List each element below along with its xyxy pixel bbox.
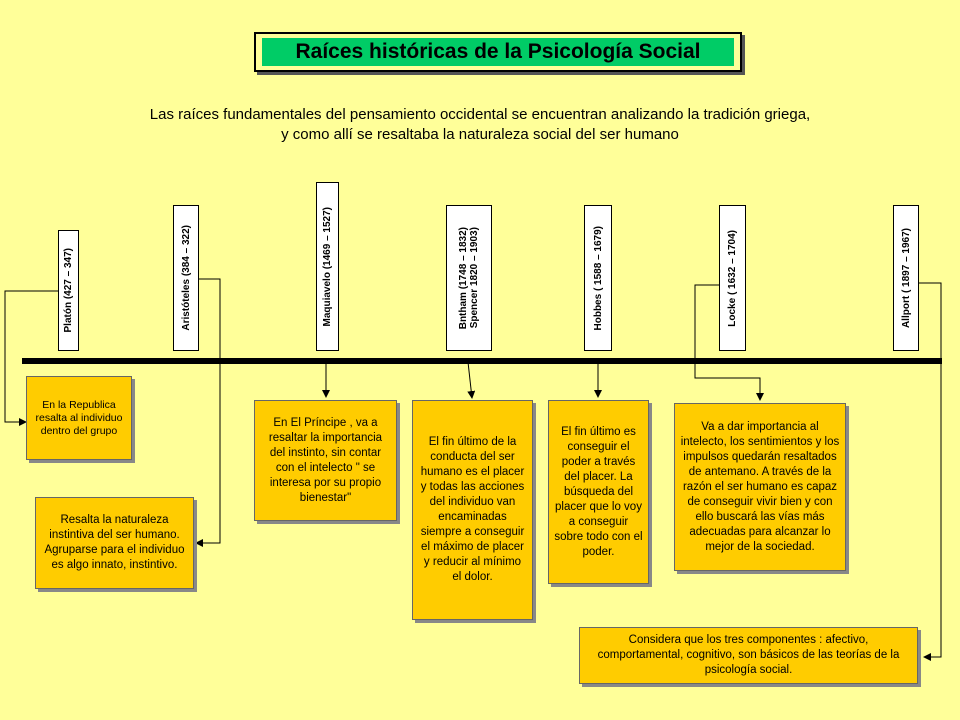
author-text: Aristóteles (384 – 322) (180, 225, 192, 331)
note-allport: Considera que los tres componentes : afectivo, comportamental, cognitivo, son básicos de las teorías de la psicología social. (579, 627, 918, 684)
author-text: Hobbes ( 1588 – 1679) (592, 225, 604, 331)
author-label-aristoteles (173, 205, 199, 351)
page-title: Raíces históricas de la Psicología Social (295, 40, 701, 63)
author-text: Locke ( 1632 – 1704) (727, 229, 738, 327)
author-label-hobbes (584, 205, 612, 351)
author-text: Allport ( 1897 – 1967) (900, 227, 912, 329)
note-aristoteles: Resalta la naturaleza instintiva del ser humano. Agruparse para el individuo es algo innato, instintivo. (35, 497, 194, 589)
author-label-maquiavelo (316, 182, 339, 351)
author-text: Maquiavelo (1469 – 1527) (322, 206, 333, 327)
author-text: Platón (427 – 347) (63, 248, 74, 333)
author-label-allport (893, 205, 919, 351)
connector-allport (919, 283, 941, 657)
author-label-platon (58, 230, 79, 351)
note-bentham: El fin último de la conducta del ser humano es el placer y todas las acciones del individuo van encaminadas siempre a conseguir el máximo de placer y reducir al mínimo el dolor. (412, 400, 533, 620)
intro-line-2: y como allí se resaltaba la naturaleza social del ser humano (281, 126, 679, 143)
note-locke: Va a dar importancia al intelecto, los sentimientos y los impulsos quedarán resaltados de antemano. A través de la razón el ser humano es capaz de conseguir vivir bien y con ello buscará las vías más adecuadas para alcanzar lo mejor de la sociedad. (674, 403, 846, 571)
timeline-bar (22, 358, 942, 364)
note-maquiavelo: En El Príncipe , va a resaltar la importancia del instinto, sin contar con el intelecto " se interesa por su propio bienestar" (254, 400, 397, 521)
author-line-2: Spencer 1820 – 1903) (469, 227, 480, 329)
note-hobbes: El fin último es conseguir el poder a través del placer. La búsqueda del placer que lo voy a conseguir sobre todo con el poder. (548, 400, 649, 584)
author-label-bentham-spencer (446, 205, 492, 351)
connector-bentham (468, 362, 472, 398)
connector-aristoteles (196, 279, 220, 543)
author-line-1: Bntham (1748 – 1832) (458, 226, 469, 330)
author-label-locke (719, 205, 746, 351)
intro-line-1: Las raíces fundamentales del pensamiento occidental se encuentran analizando la tradición griega, (149, 106, 811, 123)
note-platon: En la Republica resalta al individuo dentro del grupo (26, 376, 132, 460)
author-text (458, 227, 480, 329)
